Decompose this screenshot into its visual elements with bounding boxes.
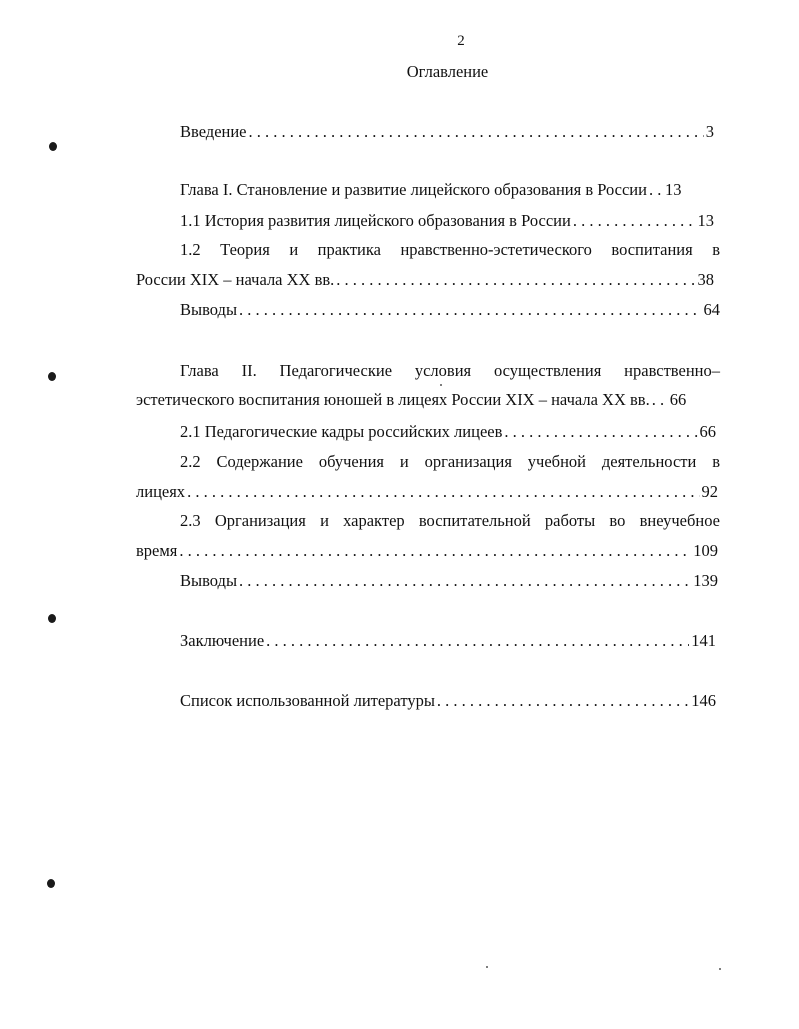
dot-leader <box>239 571 691 591</box>
toc-entry-label: время <box>136 541 178 560</box>
dot-leader <box>652 390 668 410</box>
toc-page-number: 3 <box>705 122 714 141</box>
toc-entry-chapter-2-line-2[interactable] <box>136 390 716 410</box>
toc-page-number: 139 <box>693 571 718 590</box>
toc-page-number: 64 <box>703 300 720 319</box>
toc-entry-label: 1.1 История развития лицейского образования в России <box>180 211 571 230</box>
toc-page-number: 109 <box>693 541 718 560</box>
dot-leader <box>573 211 696 231</box>
toc-entry-label: Заключение <box>180 631 265 650</box>
scan-speck <box>440 384 442 386</box>
toc-entry-label: 2.2 Содержание обучения и организация учебной деятельности в <box>180 452 720 471</box>
toc-entry-chapter-1[interactable] <box>180 180 720 200</box>
toc-entry-label: Выводы <box>180 571 238 590</box>
toc-entry-label: Глава I. Становление и развитие лицейского образования в России <box>180 180 647 199</box>
dot-leader <box>336 270 695 290</box>
dot-leader <box>239 300 701 320</box>
toc-page-number: 66 <box>699 422 716 441</box>
toc-entry-section-2-1[interactable] <box>180 422 716 442</box>
dot-leader <box>179 541 691 561</box>
toc-entry-label: Глава II. Педагогические условия осуществления нравственно– <box>180 361 720 380</box>
scan-speck <box>486 966 488 968</box>
toc-entry-section-1-2-line-1[interactable] <box>180 240 720 260</box>
toc-entry-label: Список использованной литературы <box>180 691 435 710</box>
toc-entry-label: Выводы <box>180 300 238 319</box>
toc-entry-section-2-2-line-1[interactable] <box>180 452 720 472</box>
toc-page-number: 146 <box>691 691 716 710</box>
dot-leader <box>504 422 697 442</box>
punch-hole-mark <box>49 142 57 151</box>
dot-leader <box>187 482 699 502</box>
toc-page-number: 38 <box>697 270 714 289</box>
toc-entry-intro[interactable] <box>180 122 714 142</box>
toc-page-number: 141 <box>691 631 716 650</box>
toc-entry-label: эстетического воспитания юношей в лицеях России XIX – начала XX вв. <box>136 390 650 409</box>
toc-entry-label: лицеях <box>136 482 186 501</box>
toc-entry-chapter-2-conclusions[interactable] <box>180 571 718 591</box>
dot-leader <box>266 631 689 651</box>
toc-entry-conclusion[interactable] <box>180 631 716 651</box>
toc-page-number: 66 <box>669 390 687 409</box>
scan-speck <box>719 968 721 970</box>
punch-hole-mark <box>48 614 56 623</box>
page-number: 2 <box>457 33 465 49</box>
toc-page-number: 13 <box>664 180 682 199</box>
punch-hole-mark <box>47 879 55 888</box>
toc-entry-section-1-2-line-2[interactable] <box>136 270 714 290</box>
toc-entry-label: 1.2 Теория и практика нравственно-эстетического воспитания в <box>180 240 720 259</box>
toc-entry-section-2-3-line-1[interactable] <box>180 511 720 531</box>
toc-entry-bibliography[interactable] <box>180 691 716 711</box>
toc-entry-label: 2.1 Педагогические кадры российских лицеев <box>180 422 503 441</box>
page-title: Оглавление <box>406 62 489 81</box>
punch-hole-mark <box>48 372 56 381</box>
toc-page-number: 13 <box>697 211 714 230</box>
toc-entry-chapter-2-line-1[interactable] <box>180 361 720 381</box>
dot-leader <box>249 122 704 142</box>
dot-leader <box>649 180 663 200</box>
toc-entry-section-2-2-line-2[interactable] <box>136 482 718 502</box>
toc-entry-chapter-1-conclusions[interactable] <box>180 300 720 320</box>
toc-entry-label: 2.3 Организация и характер воспитательной работы во внеучебное <box>180 511 720 530</box>
toc-page-number: 92 <box>701 482 718 501</box>
toc-entry-label: России XIX – начала XX вв. <box>136 270 335 289</box>
toc-entry-section-2-3-line-2[interactable] <box>136 541 718 561</box>
toc-entry-section-1-1[interactable] <box>180 211 714 231</box>
dot-leader <box>437 691 689 711</box>
toc-entry-label: Введение <box>180 122 247 141</box>
